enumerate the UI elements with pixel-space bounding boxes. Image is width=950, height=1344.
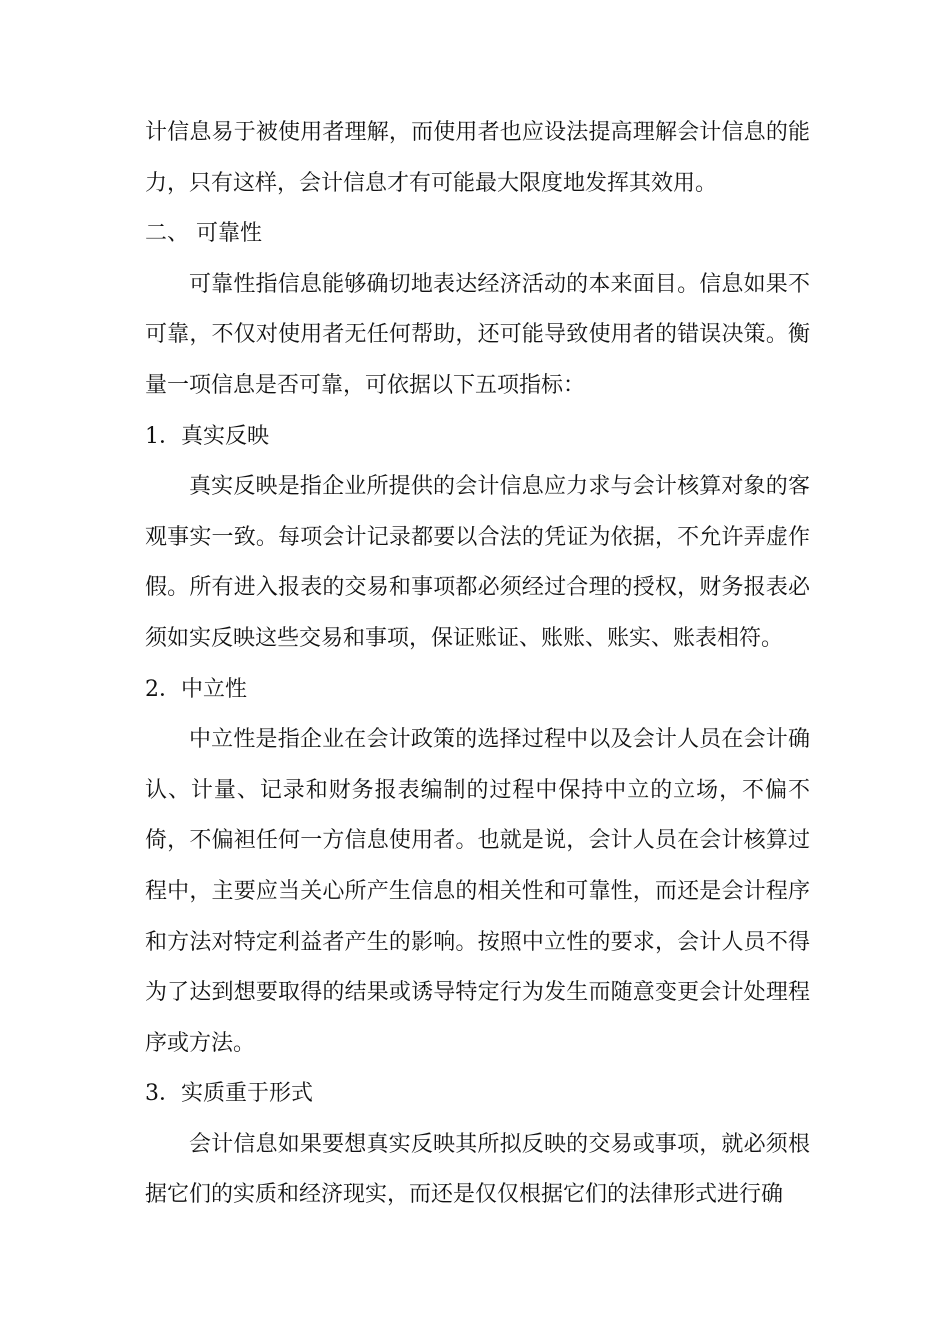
document-body <box>145 108 810 1221</box>
paragraph-continuation: 计信息易于被使用者理解，而使用者也应设法提高理解会计信息的能力，只有这样，会计信息才有可能最大限度地发挥其效用。 <box>145 120 810 196</box>
section-heading-reliability: 二、 可靠性 <box>145 221 262 247</box>
subheading-substance-over-form: 3．实质重于形式 <box>145 1081 313 1107</box>
subheading-faithful-representation: 1．真实反映 <box>145 423 269 449</box>
paragraph-reliability-definition: 可靠性指信息能够确切地表达经济活动的本来面目。信息如果不可靠，不仅对使用者无任何帮助，还可能导致使用者的错误决策。衡量一项信息是否可靠，可依据以下五项指标： <box>145 271 810 398</box>
paragraph-substance-over-form: 会计信息如果要想真实反映其所拟反映的交易或事项，就必须根据它们的实质和经济现实，而还是仅仅根据它们的法律形式进行确 <box>145 1131 810 1208</box>
paragraph-neutrality: 中立性是指企业在会计政策的选择过程中以及会计人员在会计确认、计量、记录和财务报表编制的过程中保持中立的立场，不偏不倚，不偏袒任何一方信息使用者。也就是说，会计人员在会计核算过程中，主要应当关心所产生信息的相关性和可靠性，而还是会计程序和方法对特定利益者产生的影响。按照中立性的要求，会计人员不得为了达到想要取得的结果或诱导特定行为发生而随意变更会计处理程序或方法。 <box>145 727 810 1056</box>
subheading-neutrality: 2．中立性 <box>145 676 247 702</box>
paragraph-faithful-representation: 真实反映是指企业所提供的会计信息应力求与会计核算对象的客观事实一致。每项会计记录都要以合法的凭证为依据，不允许弄虚作假。所有进入报表的交易和事项都必须经过合理的授权，财务报表必须如实反映这些交易和事项，保证账证、账账、账实、账表相符。 <box>145 474 810 651</box>
